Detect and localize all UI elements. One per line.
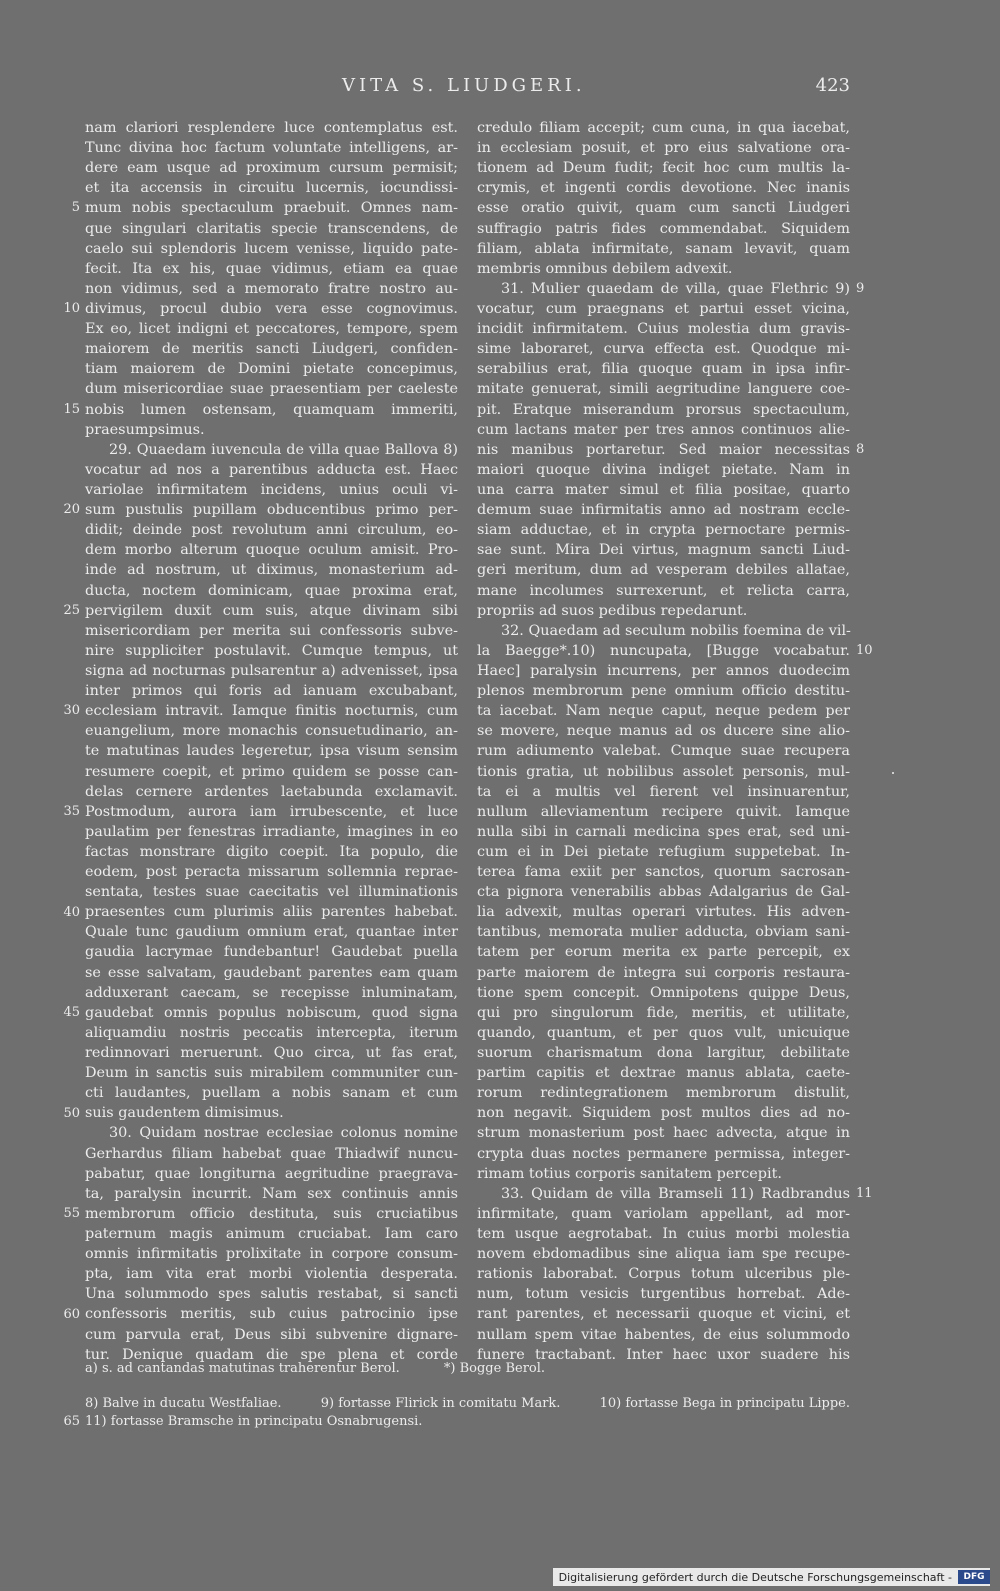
text-line: gaudebat omnis populus nobiscum, quod signa [85, 1004, 458, 1021]
text-line: se movere, neque manus ad os ducere sine alio- [477, 723, 850, 740]
text-line: 32. Quaedam ad seculum nobilis foemina de vil- [501, 622, 851, 639]
text-line: suffragio patris fides commendabat. Siquidem [477, 220, 850, 237]
text-line: aliquamdiu nostris peccatis intercepta, iterum [85, 1024, 458, 1041]
text-line: demum suae infirmitatis anno ad nostram eccle- [477, 502, 850, 519]
right-text-column [477, 118, 850, 1365]
text-line: que singulari claritatis specie transcendens, de [85, 220, 458, 237]
text-line: Postmodum, aurora iam irrubescente, et luce [85, 803, 458, 820]
text-line: rant parentes, et necessarii quoque et vicini, et [477, 1306, 850, 1323]
text-line: membris omnibus debilem advexit. [477, 260, 733, 277]
text-line: la Baegge*.10) nuncupata, [Bugge vocabatur. [477, 642, 850, 659]
margin-note: 9 [856, 280, 865, 296]
text-line: quando, quantum, et per quos vult, unicuique [477, 1024, 850, 1041]
text-line: caelo sui splendoris lucem venisse, liquido pate- [85, 240, 458, 257]
text-line: lia advexit, multas operari virtutes. His adven- [477, 904, 850, 921]
text-line: tantibus, memorata mulier adducta, obviam sani- [477, 924, 850, 941]
line-number: 30 [63, 703, 80, 719]
running-title: VITA S. LIUDGERI. [342, 75, 586, 96]
text-line: adduxerant caecam, se recepisse inluminatam, [85, 984, 458, 1001]
text-line: siam adductae, et in crypta pernoctare permis- [477, 522, 850, 539]
text-line: pervigilem duxit cum suis, atque divinam sibi [85, 602, 458, 619]
left-text-column [85, 118, 458, 1365]
text-line: inde ad nostrum, ut diximus, monasterium ad- [85, 562, 458, 579]
text-line: pit. Eratque miserandum prorsus spectaculum, [477, 401, 850, 418]
critical-note: a) s. ad cantandas matutinas traherentur Berol. [85, 1361, 400, 1376]
text-line: num, totum vesicis turgentibus horrebat. Ade- [477, 1286, 850, 1303]
text-line: omnis infirmitatis prolixitate in corpore consum- [85, 1246, 458, 1263]
text-line: sum pustulis pupillam obducentibus primo per- [85, 502, 458, 519]
footnote-11: 11) fortasse Bramsche in principatu Osnabrugensi. [85, 1414, 423, 1429]
text-line: Ex eo, licet indigni et peccatores, tempore, spem [85, 321, 458, 338]
text-line: tionis gratia, ut nobilibus assolet personis, mul- [477, 763, 850, 780]
text-line: membrorum officio destituta, suis cruciatibus [85, 1205, 458, 1222]
text-line: rationis laborabat. Corpus totum ulceribus ple- [477, 1266, 850, 1283]
text-line: et ita accensis in circuitu lucernis, iocundissi- [85, 180, 458, 197]
text-line: in ecclesiam posuit, et pro eius salvatione ora- [477, 140, 850, 157]
text-line: cum lactans mater per tres annos continuos alie- [477, 421, 850, 438]
text-line: mane incolumes surrexerunt, et relicta carra, [477, 582, 850, 599]
text-line: suis gaudentem dimisimus. [85, 1105, 284, 1122]
text-line: fecit. Ita ex his, quae vidimus, etiam ea quae [85, 260, 458, 277]
footnote-9: 9) fortasse Flirick in comitatu Mark. [320, 1396, 561, 1411]
text-line: propriis ad suos pedibus repedarunt. [477, 602, 748, 619]
line-number: 55 [63, 1206, 80, 1222]
text-line: divimus, procul dubio vera esse cognovimus. [85, 300, 458, 317]
line-number: 40 [63, 904, 80, 920]
text-line: Gerhardus filiam habebat quae Thiadwif nuncu- [85, 1145, 458, 1162]
text-line: praesentes cum plurimis aliis parentes habebat. [85, 904, 458, 921]
text-line: una carra mater simul et filia positae, quarto [477, 481, 850, 498]
text-line: serabilius erat, filia quoque quam in ipsa infir- [477, 361, 850, 378]
scan-speck [892, 772, 894, 774]
text-line: se esse salvatam, gaudebant parentes eam quam [85, 964, 458, 981]
text-line: Haec] paralysin incurrens, per annos duodecim [477, 662, 850, 679]
margin-note: 11 [856, 1186, 873, 1202]
text-line: crypta duas noctes permanere permissa, integer- [477, 1145, 850, 1162]
text-line: te matutinas laudes legeretur, ipsa visum sensim [85, 743, 458, 760]
text-line: nam clariori resplendere luce contemplatus est. [85, 120, 458, 136]
text-line: novem ebdomadibus sine aliqua iam spe recupe- [477, 1246, 850, 1263]
text-line: cum parvula erat, Deus sibi subvenire dignare- [85, 1326, 458, 1343]
text-line: nire suppliciter postulavit. Cumque tempus, ut [85, 642, 458, 659]
historical-footnotes [85, 1395, 850, 1431]
text-line: inter primos qui foris ad ianuam excubabant, [85, 683, 458, 700]
text-line: non negavit. Siquidem post multos dies ad no- [477, 1105, 850, 1122]
footnote-line-number: 65 [63, 1414, 80, 1429]
text-line: cti laudantes, puellam a nobis sanam et cum [85, 1085, 458, 1102]
line-number: 45 [63, 1005, 80, 1021]
text-line: dum misericordiae suae praesentiam per caeleste [85, 381, 458, 398]
text-line: tionem ad Deum fudit; fecit hoc cum multis la- [477, 160, 850, 177]
line-number: 15 [63, 401, 80, 417]
digitization-footer [553, 1568, 990, 1586]
text-line: nobis lumen ostensam, quamquam immeriti, [85, 401, 458, 418]
text-line: maiori quoque divina indiget pietate. Nam in [477, 461, 850, 478]
text-line: tiam maiorem de Domini pietate concepimus, [85, 361, 458, 378]
text-line: nullam spem vitae habentes, de eius solummodo [477, 1326, 850, 1343]
line-number: 20 [63, 502, 80, 518]
text-line: sime laboraret, curva effecta est. Quodque mi- [477, 341, 850, 358]
critical-apparatus [85, 1360, 850, 1378]
text-line: sentata, testes suae caecitatis vel illuminationis [85, 884, 458, 901]
text-line: paternum magis animum cruciabat. Iam caro [85, 1226, 458, 1243]
footnote-8: 8) Balve in ducatu Westfaliae. [85, 1396, 282, 1411]
line-number: 25 [63, 602, 80, 618]
text-line: ecclesiam intravit. Iamque finitis nocturnis, cum [85, 703, 458, 720]
text-line: funere tractabant. Inter haec uxor suadere his [477, 1346, 850, 1363]
text-line: ducta, noctem dominicam, quae proxima erat, [85, 582, 458, 599]
text-line: dere eam usque ad proximum cursum permisit; [85, 160, 458, 177]
footnote-10: 10) fortasse Bega in principatu Lippe. [599, 1396, 850, 1411]
text-line: crymis, et ingenti cordis devotione. Nec inanis [477, 180, 850, 197]
footnote-row [85, 1413, 850, 1431]
text-line: Una solummodo spes salutis restabat, si sancti [85, 1286, 458, 1303]
text-line: Tunc divina hoc factum voluntate intelligens, ar- [85, 140, 458, 157]
text-line: dem morbo alterum quoque oculum amisit. Pro- [85, 542, 458, 559]
text-line: Quale tunc gaudium omnium erat, quantae inter [85, 924, 458, 941]
text-line: maiorem de meritis sancti Liudgeri, confiden- [85, 341, 458, 358]
text-line: rum adiumento valebat. Cumque suae recupera [477, 743, 850, 760]
text-line: filiam, ablata infirmitate, sanam levavit, quam [477, 240, 850, 257]
text-line: signa ad nocturnas pulsarentur a) advenisset, ipsa [85, 662, 458, 679]
text-line: esse oratio quivit, quam cum sancti Liudgeri [477, 200, 850, 217]
text-line: variolae infirmitatem incidens, unius oculi vi- [85, 481, 458, 498]
text-line: geri meritum, dum ad vesperam debiles allatae, [477, 562, 850, 579]
text-line: qui pro singulorum fide, meritis, et utilitate, [477, 1004, 850, 1021]
text-line: ta ei a multis vel fierent vel insinuarentur, [477, 783, 850, 800]
text-line: factas monstrare digito coepit. Ita populo, die [85, 843, 458, 860]
text-line: vocatur ad nos a parentibus adducta est. Haec [85, 461, 458, 478]
text-line: tione spem concepit. Omnipotens quippe Deus, [477, 984, 850, 1001]
text-line: rimam totius corporis sanitatem percepit. [477, 1165, 782, 1182]
text-line: 30. Quidam nostrae ecclesiae colonus nomine [109, 1125, 458, 1142]
text-line: sae sunt. Mira Dei virtus, magnum sancti Liud- [477, 542, 850, 559]
text-line: 31. Mulier quaedam de villa, quae Flethric 9) [501, 280, 850, 297]
critical-note: *) Bogge Berol. [443, 1361, 546, 1376]
dfg-logo: DFG [958, 1570, 990, 1584]
text-line: cta pignora venerabilis abbas Adalgarius de Gal- [477, 884, 850, 901]
text-line: tem usque aegrotabat. In cuius morbi molestia [477, 1226, 850, 1243]
text-line: pabatur, quae longiturna aegritudine praegrava- [85, 1165, 458, 1182]
text-line: credulo filiam accepit; cum cuna, in qua iacebat, [477, 120, 850, 136]
text-line: parte maiorem de integra sui corporis restaura- [477, 964, 850, 981]
text-line: 33. Quidam de villa Bramseli 11) Radbrandus [501, 1185, 850, 1202]
text-line: tatem per eorum merita ex parte percepit, ex [477, 944, 850, 961]
text-line: pta, iam vita erat morbi violentia desperata. [85, 1266, 458, 1283]
text-line: terea fama exiit per sanctos, quorum sacrosan- [477, 864, 850, 881]
text-line: nulla sibi in carnali medicina spes erat, sed uni- [477, 823, 850, 840]
text-line: confessoris meritis, sub cuius patrocinio ipse [85, 1306, 458, 1323]
text-line: resumere coepit, et primo quidem se posse can- [85, 763, 458, 780]
page-number: 423 [815, 75, 850, 96]
line-number: 50 [63, 1105, 80, 1121]
text-line: vocatur, cum praegnans et partui esset vicina, [477, 300, 850, 317]
line-number: 60 [63, 1307, 80, 1323]
text-line: paulatim per fenestras irradiante, imagines in eo [85, 823, 458, 840]
text-line: tur. Denique quadam die spe plena et corde [85, 1346, 458, 1363]
text-line: nis manibus portaretur. Sed maior necessitas [477, 441, 850, 458]
line-number: 10 [63, 301, 80, 317]
text-line: didit; deinde post revolutum anni circulum, eo- [85, 522, 458, 539]
text-line: 29. Quaedam iuvencula de villa quae Ballova 8) [109, 441, 458, 458]
text-line: ta iacebat. Nam neque caput, neque pedem per [477, 703, 850, 720]
text-line: incidit infirmitatem. Cuius molestia dum gravis- [477, 321, 850, 338]
margin-note: 8 [856, 441, 865, 457]
text-line: plenos membrorum pene omnium officio destitu- [477, 683, 850, 700]
margin-note: 10 [856, 643, 873, 659]
text-line: mitate genuerat, simili aegritudine languere coe- [477, 381, 850, 398]
footer-credit: Digitalisierung gefördert durch die Deutsche Forschungsgemeinschaft - [558, 1570, 952, 1584]
text-line: suorum charismatum dona largitur, debilitate [477, 1045, 850, 1062]
text-line: nullum alleviamentum recipere quivit. Iamque [477, 803, 850, 820]
text-line: strum monasterium post haec advecta, atque in [477, 1125, 850, 1142]
text-line: misericordiam per merita sui confessoris subve- [85, 622, 458, 639]
text-line: partim capitis et dextrae manus ablata, caete- [477, 1065, 850, 1082]
text-line: cum ei in Dei pietate refugium suppetebat. In- [477, 843, 850, 860]
text-line: delas cernere ardentes laetabunda exclamavit. [85, 783, 458, 800]
text-line: euangelium, more monachis consuetudinario, an- [85, 723, 458, 740]
line-number: 35 [63, 804, 80, 820]
running-header [80, 75, 850, 105]
text-line: eodem, post peracta missarum sollemnia reprae- [85, 864, 458, 881]
text-line: redinnovari meruerunt. Quo circa, ut fas erat, [85, 1045, 458, 1062]
text-line: praesumpsimus. [85, 421, 205, 438]
text-line: ta, paralysin incurrit. Nam sex continuis annis [85, 1185, 458, 1202]
text-line: non vidimus, sed a memorato fratre nostro au- [85, 280, 458, 297]
text-line: gaudia lacrymae fundebantur! Gaudebat puella [85, 944, 458, 961]
text-line: Deum in sanctis suis mirabilem communiter cun- [85, 1065, 458, 1082]
text-line: rorum redintegrationem membrorum distulit, [477, 1085, 850, 1102]
text-line: infirmitate, quam variolam appellant, ad mor- [477, 1205, 850, 1222]
text-line: mum nobis spectaculum praebuit. Omnes nam- [85, 200, 458, 217]
line-number: 5 [71, 200, 80, 216]
footnote-row [85, 1395, 850, 1413]
